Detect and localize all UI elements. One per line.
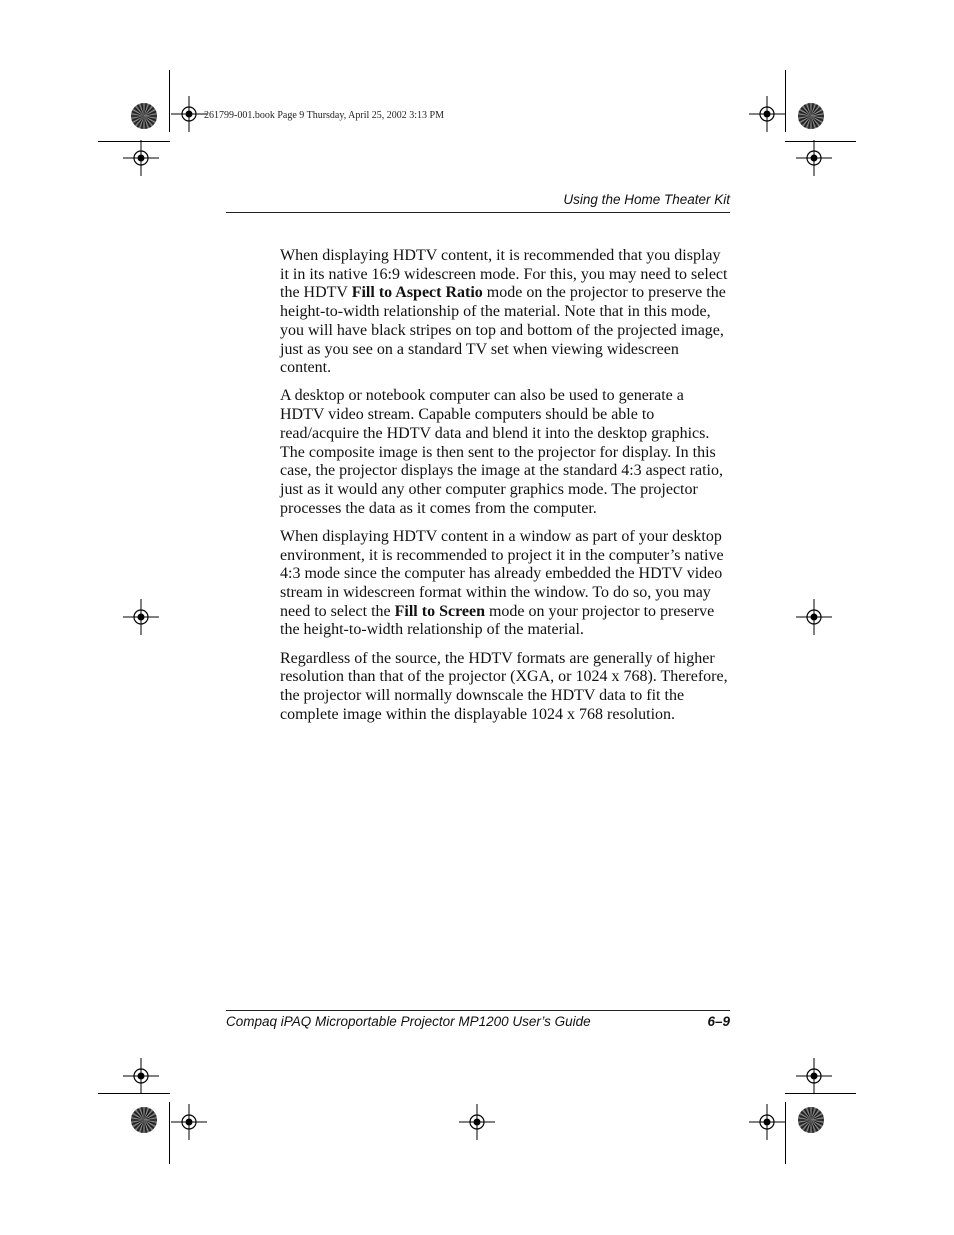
registration-target-icon (171, 1104, 207, 1140)
starburst-target-icon (797, 102, 825, 130)
registration-target-icon (123, 140, 159, 176)
print-slug: 261799-001.book Page 9 Thursday, April 25, 2002 3:13 PM (204, 110, 444, 121)
running-head: Using the Home Theater Kit (563, 192, 730, 207)
paragraph: Regardless of the source, the HDTV formats are generally of higher resolution than that of the projector (XGA, or 1024 x 768). Therefore, the projector will normally downscale the HDTV data to fit the complete image within the displayable 1024 x 768 resolution. (280, 649, 728, 723)
registration-target-icon (171, 96, 207, 132)
ui-term: Fill to Screen (394, 602, 485, 620)
starburst-target-icon (797, 1106, 825, 1134)
paragraph: A desktop or notebook computer can also be used to generate a HDTV video stream. Capable computers should be able to read/acquire the HDTV data and blend it into the desktop graphics. The composite image is then sent to the projector for display. In this case, the projector displays the image at the standard 4:3 aspect ratio, just as it would any other computer graphics mode. The projector processes the data as it comes from the computer. (280, 387, 723, 517)
registration-target-icon (796, 599, 832, 635)
registration-target-icon (749, 1104, 785, 1140)
registration-target-icon (123, 1058, 159, 1094)
registration-target-icon (749, 96, 785, 132)
ui-term: Fill to Aspect Ratio (351, 284, 483, 302)
registration-target-icon (123, 599, 159, 635)
registration-target-icon (459, 1104, 495, 1140)
footer-rule (226, 1010, 730, 1011)
footer-title: Compaq iPAQ Microportable Projector MP1200 User’s Guide (226, 1014, 591, 1029)
paragraph: When displaying HDTV content in a window as part of your desktop environment, it is recommended to project it in the computer’s native 4:3 mode since the computer has already embedded the HDTV video stream in widescreen format within the window. To do so, you may need to select the Fill to Screen mode on your projector to preserve the height-to-width relationship of the material. (280, 527, 724, 639)
starburst-target-icon (130, 1106, 158, 1134)
body-text (280, 247, 732, 734)
starburst-target-icon (130, 102, 158, 130)
paragraph: When displaying HDTV content, it is recommended that you display it in its native 16:9 widescreen mode. For this, you may need to select the HDTV Fill to Aspect Ratio mode on the projector to preserve the height-to-width relationship of the material. Note that in this mode, you will have black stripes on top and bottom of the projected image, just as you see on a standard TV set when viewing widescreen content. (280, 247, 728, 377)
page-number: 6–9 (707, 1014, 730, 1029)
header-rule (226, 212, 730, 213)
registration-target-icon (796, 140, 832, 176)
registration-target-icon (796, 1058, 832, 1094)
